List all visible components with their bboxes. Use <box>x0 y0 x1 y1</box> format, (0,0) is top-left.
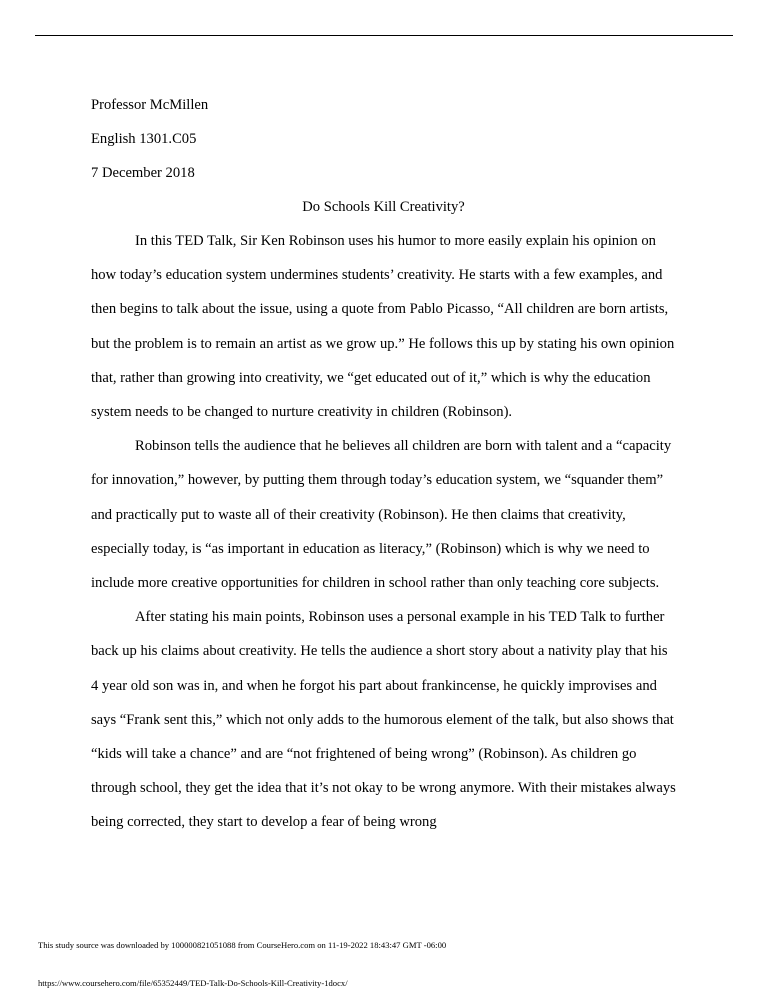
download-notice: This study source was downloaded by 100000821051088 from CourseHero.com on 11-19-2022 18:43:47 GMT -06:00 <box>38 940 447 950</box>
source-url[interactable]: https://www.coursehero.com/file/65352449/TED-Talk-Do-Schools-Kill-Creativity-1docx/ <box>38 978 348 988</box>
essay-title: Do Schools Kill Creativity? <box>302 199 465 215</box>
essay-paragraph-2: Robinson tells the audience that he believes all children are born with talent and a “capacity for innovation,” however, by putting them through today’s education system, we “squander them” and practically put to waste all of their creativity (Robinson). He then claims that creativity, especially today, is “as important in education as literacy,” (Robinson) which is why we need to include more creative opportunities for children in school rather than only teaching core subjects. <box>91 438 672 592</box>
course-name: English 1301.C05 <box>91 131 197 147</box>
essay-paragraph-3: After stating his main points, Robinson uses a personal example in his TED Talk to further back up his claims about creativity. He tells the audience a short story about a nativity play that his 4 year old son was in, and when he forgot his part about frankincense, he quickly improvises and says “Frank sent this,” which not only adds to the humorous element of the talk, but also shows that “kids will take a chance” and are “not frightened of being wrong” (Robinson). As children go through school, they get the idea that it’s not okay to be wrong anymore. With their mistakes always being corrected, they start to develop a fear of being wrong <box>91 609 676 831</box>
instructor-name: Professor McMillen <box>91 97 209 113</box>
page-top-rule <box>35 35 733 36</box>
essay-date: 7 December 2018 <box>91 165 195 181</box>
essay-page <box>91 88 676 840</box>
essay-paragraph-1: In this TED Talk, Sir Ken Robinson uses his humor to more easily explain his opinion on how today’s education system undermines students’ creativity. He starts with a few examples, and then begins to talk about the issue, using a quote from Pablo Picasso, “All children are born artists, but the problem is to remain an artist as we grow up.” He follows this up by stating his own opinion that, rather than growing into creativity, we “get educated out of it,” which is why the education system needs to be changed to nurture creativity in children (Robinson). <box>91 233 675 421</box>
